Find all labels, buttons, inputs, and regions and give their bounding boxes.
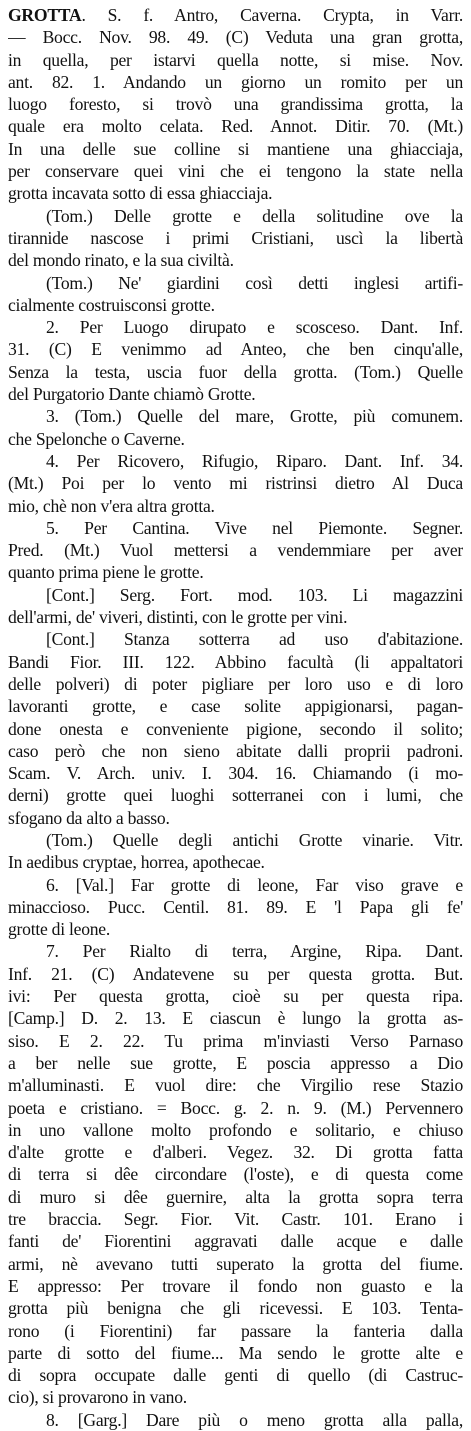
entry-text-line: rono (i Fiorentini) far passare la fanteria dalla [8,1320,463,1341]
headword: GROTTA [8,5,82,25]
entry-text-line: 2. Per Luogo dirupato e scosceso. Dant. Inf. [46,317,463,338]
entry-text-line: Pred. (Mt.) Vuol mettersi a vendemmiare per aver [8,540,463,561]
dictionary-entry-grotta [8,4,463,1431]
entry-text-line: In una delle sue colline si mantiene una ghiacciaja, [8,138,463,159]
entry-text-line: per conservare quei vini che ei tengono la state nella [8,161,463,182]
entry-text-line: grotta incavata sotto di essa ghiacciaja. [8,183,273,204]
entry-text-line: Bandi Fior. III. 122. Abbino facultà (li appaltatori [8,651,463,672]
entry-text-line: 5. Per Cantina. Vive nel Piemonte. Segner. [46,517,463,538]
entry-text-line: quanto prima piene le grotte. [8,562,204,583]
entry-text-line: del mondo rinato, e la sua civiltà. [8,250,234,271]
entry-text-line: tirannide nascose i primi Cristiani, uscì la libertà [8,227,463,248]
entry-text-line: dell'armi, de' viveri, distinti, con le grotte per vini. [8,607,348,628]
entry-text-line: grotte di leone. [8,919,111,940]
entry-text-line: Senza la testa, uscia fuor della grotta. (Tom.) Quelle [8,361,463,382]
entry-text-line: m'alluminasti. E vuol dire: che Virgilio rese Stazio [8,1075,463,1096]
entry-text-line: di muro si dêe guernire, alta la grotta sopra terra [8,1186,463,1207]
entry-text-line: (Tom.) Ne' giardini così detti inglesi artifi- [46,272,463,293]
entry-text-line: grotta più benigna che gli ricevessi. E 103. Tenta- [8,1298,463,1319]
entry-text-line: sfogano da alto a basso. [8,807,170,828]
entry-text-line: 4. Per Ricovero, Rifugio, Riparo. Dant. Inf. 34. [46,450,463,471]
entry-text-line: in quella, per istarvi quella notte, si mise. Nov. [8,49,463,70]
entry-text-line: poeta e cristiano. = Bocc. g. 2. n. 9. (M.) Pervennero [8,1097,463,1118]
entry-text-line: del Purgatorio Dante chiamò Grotte. [8,384,256,405]
entry-text-line: ivi: Per questa grotta, cioè su per questa ripa. [8,986,463,1007]
entry-text-line: GROTTA. S. f. Antro, Caverna. Crypta, in Varr. [8,5,463,25]
entry-text-line: — Bocc. Nov. 98. 49. (C) Veduta una gran grotta, [8,27,463,48]
entry-text-line: armi, nè avevano tutti superato la grotta del fiume. [8,1253,463,1274]
entry-text-line: lavoranti grotte, e case solite appigionarsi, pagan- [8,696,463,717]
entry-text-line: in uno vallone molto profondo e solitario, e chiuso [8,1119,463,1140]
entry-text-line: 31. (C) E venimmo ad Anteo, che ben cinqu'alle, [8,339,463,360]
entry-text-line: ant. 82. 1. Andando un giorno un romito per un [8,71,463,92]
entry-text-line: 6. [Val.] Far grotte di leone, Far viso grave e [46,874,463,895]
entry-text-line: cialmente costruisconsi grotte. [8,294,215,315]
entry-text-line: minaccioso. Pucc. Centil. 81. 89. E 'l Papa gli fe' [8,896,463,917]
entry-text-line: caso però che non sieno abitate dalli proprii padroni. [8,740,463,761]
entry-text-line: a ber nelle sue grotte, E poscia appresso a Dio [8,1052,463,1073]
entry-text-line: mio, chè non v'era altra grotta. [8,495,215,516]
entry-text-line: luogo foresto, si trovò una grandissima grotta, la [8,94,463,115]
entry-text-line: Inf. 21. (C) Andatevene su per questa grotta. But. [8,963,463,984]
entry-text-line: parte di sotto del fiume... Ma sendo le grotte alte e [8,1342,463,1363]
entry-text-line: Scam. V. Arch. univ. I. 304. 16. Chiamando (i mo- [8,763,463,784]
entry-text-line: [Cont.] Serg. Fort. mod. 103. Li magazzini [46,584,463,605]
entry-text-line: fanti de' Fiorentini aggravati dalle acque e dalle [8,1231,463,1252]
entry-text-line: 3. (Tom.) Quelle del mare, Grotte, più comunem. [46,406,463,427]
entry-text-line: cio), si provarono in vano. [8,1387,187,1408]
entry-text-line: che Spelonche o Caverne. [8,428,185,449]
entry-text-line: derni) grotte quei luoghi sotterranei con i lumi, che [8,785,463,806]
entry-text-line: di terra si dêe circondare (l'oste), e di questa come [8,1164,463,1185]
entry-text-line: d'alte grotte e d'alberi. Vegez. 32. Di grotta fatta [8,1142,463,1163]
entry-text-line: quale era molto celata. Red. Annot. Ditir. 70. (Mt.) [8,116,463,137]
entry-text-line: 8. [Garg.] Dare più o meno grotta alla palla, [46,1409,463,1430]
entry-text-line: done onesta e conveniente pigione, secondo il solito; [8,718,463,739]
entry-text-line: siso. E 2. 22. Tu prima m'inviasti Verso Parnaso [8,1030,463,1051]
entry-text-line: di sopra occupate dalle genti di quello (di Castruc- [8,1365,463,1386]
entry-text-line: (Tom.) Delle grotte e della solitudine ove la [46,205,463,226]
entry-text-line: [Cont.] Stanza sotterra ad uso d'abitazione. [46,629,463,650]
entry-text-line: E appresso: Per trovare il fondo non guasto e la [8,1275,463,1296]
entry-text-line: In aedibus cryptae, horrea, apothecae. [8,852,265,873]
entry-text-line: (Mt.) Poi per lo vento mi ristrinsi dietro Al Duca [8,473,463,494]
entry-text-line: tre braccia. Segr. Fior. Vit. Castr. 101. Erano i [8,1209,463,1230]
entry-text-line: delle polveri) di poter pigliare per loro uso e di loro [8,673,463,694]
entry-text-line: 7. Per Rialto di terra, Argine, Ripa. Dant. [46,941,463,962]
entry-text-line: [Camp.] D. 2. 13. E ciascun è lungo la grotta as- [8,1008,463,1029]
entry-text-line: (Tom.) Quelle degli antichi Grotte vinarie. Vitr. [46,829,463,850]
